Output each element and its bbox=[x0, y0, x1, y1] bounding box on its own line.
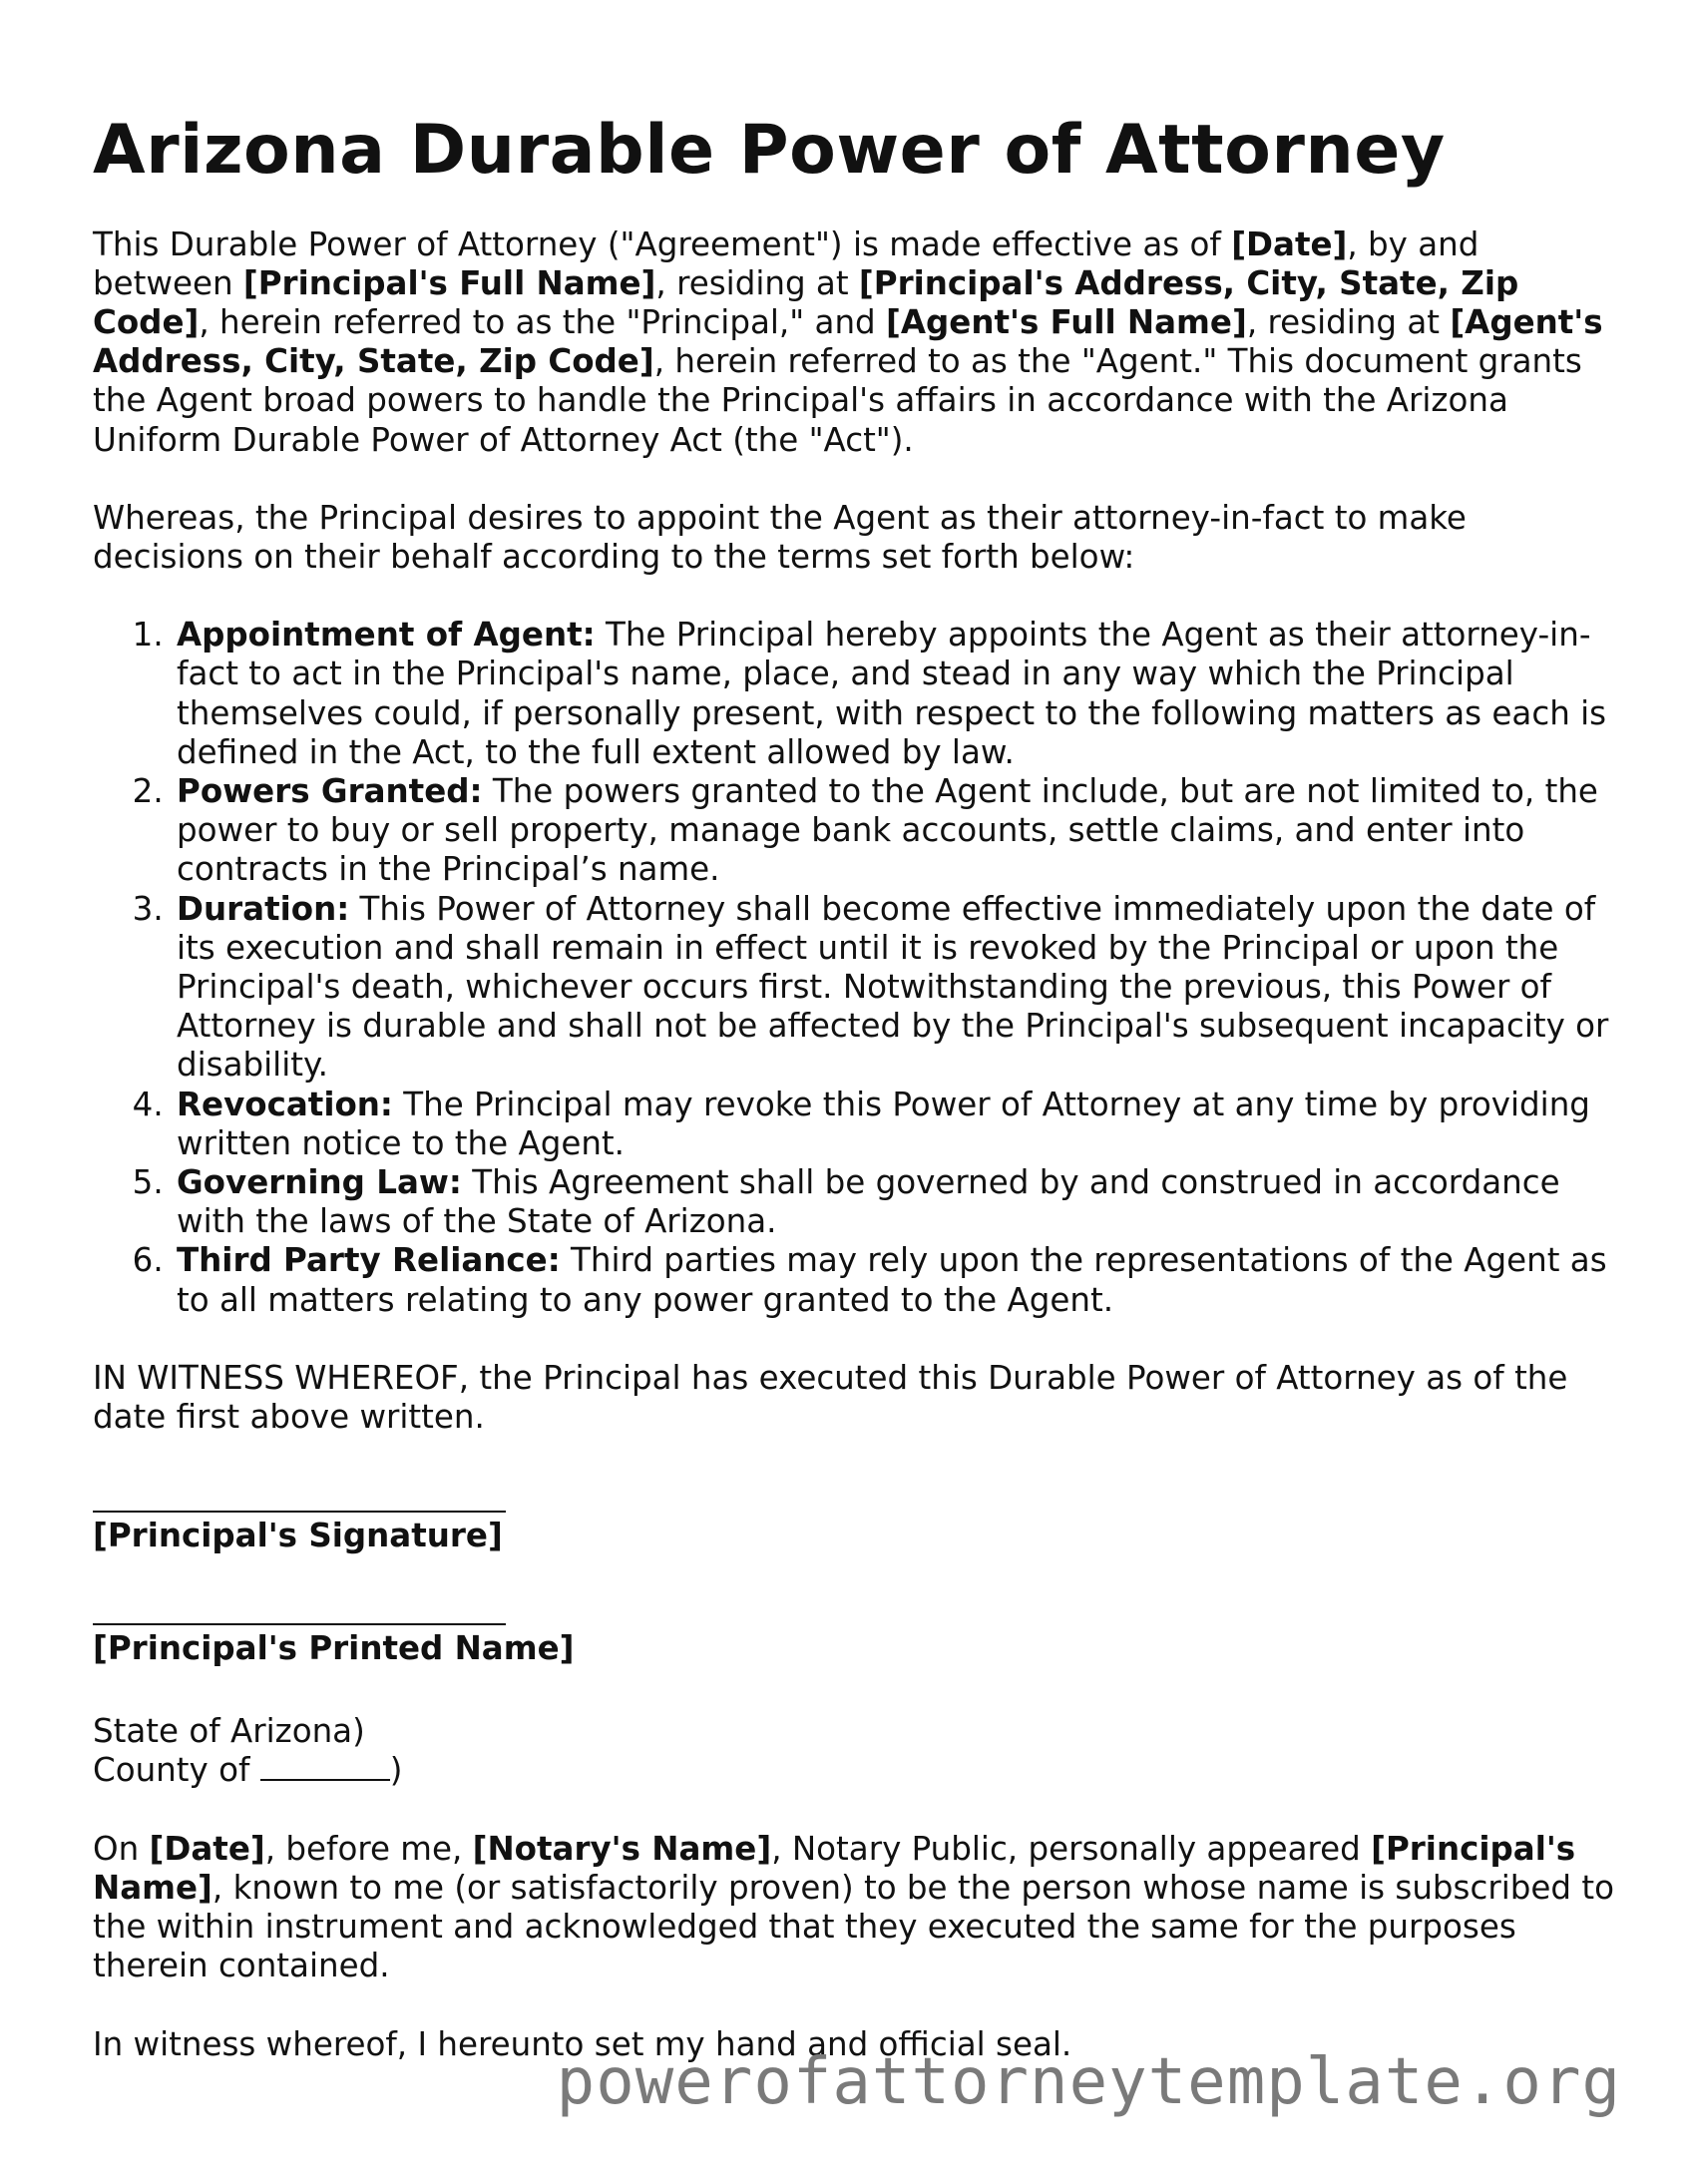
principal-printed-name-line bbox=[93, 1623, 506, 1625]
intro-paragraph bbox=[93, 225, 1619, 460]
intro-text-1: This Durable Power of Attorney ("Agreement") is made effective as of bbox=[93, 224, 1232, 263]
clause-text: The powers granted to the Agent include, but are not limited to, the power to buy or sell property, manage bank accounts, settle claims, and enter into contracts in the Principal’s name. bbox=[177, 772, 1598, 889]
document-title: Arizona Durable Power of Attorney bbox=[93, 111, 1446, 190]
venue-state: State of Arizona) bbox=[93, 1712, 365, 1751]
principal-signature-label: [Principal's Signature] bbox=[93, 1517, 503, 1555]
principal-address-placeholder: [Principal's Address, City, State, Zip Code] bbox=[93, 263, 1519, 341]
principal-signature-line bbox=[93, 1511, 506, 1513]
intro-text-4: , herein referred to as the "Principal," and bbox=[199, 303, 887, 341]
intro-text-5: , residing at bbox=[1246, 303, 1451, 341]
notary-text-1: On bbox=[93, 1829, 150, 1868]
notary-text-4: , known to me (or satisfactorily proven) to be the person whose name is subscribed to the within instrument and acknowledged that they executed the same for the purposes therein contained. bbox=[93, 1868, 1614, 1985]
clause-heading: Powers Granted: bbox=[177, 772, 483, 811]
clause-heading: Revocation: bbox=[177, 1085, 393, 1123]
effective-date-placeholder: [Date] bbox=[1231, 224, 1348, 263]
county-blank bbox=[260, 1753, 390, 1781]
site-watermark: powerofattorneytemplate.org bbox=[556, 2045, 1621, 2119]
agent-name-placeholder: [Agent's Full Name] bbox=[886, 303, 1247, 341]
clause-heading: Appointment of Agent: bbox=[177, 616, 596, 655]
clause-text: This Agreement shall be governed by and construed in accordance with the laws of the State of Arizona. bbox=[177, 1163, 1560, 1241]
clause-text: The Principal may revoke this Power of Attorney at any time by providing written notice to the Agent. bbox=[177, 1085, 1590, 1162]
document-page bbox=[93, 110, 1619, 2103]
agent-address-placeholder: [Agent's Address, City, State, Zip Code] bbox=[93, 303, 1603, 381]
clause-item bbox=[174, 1163, 1619, 1241]
notary-venue bbox=[93, 1712, 1619, 1790]
notary-name-placeholder: [Notary's Name] bbox=[472, 1829, 772, 1868]
clause-heading: Duration: bbox=[177, 889, 350, 928]
clause-text: This Power of Attorney shall become effective immediately upon the date of its execution and shall remain in effect until it is revoked by the Principal or upon the Principal's death, whichever occurs first. Notwithstanding the previous, this Power of Attorney is durable and shall not be affected by the Principal's subsequent incapacity or disability. bbox=[177, 889, 1609, 1085]
venue-county bbox=[93, 1751, 1619, 1790]
principal-name-placeholder: [Principal's Full Name] bbox=[242, 263, 656, 302]
clause-item bbox=[174, 890, 1619, 1086]
clause-item bbox=[174, 1086, 1619, 1163]
clauses-list bbox=[93, 616, 1619, 1320]
clause-text: The Principal hereby appoints the Agent as their attorney-in-fact to act in the Principal's name, place, and stead in any way which the Principal themselves could, if personally present, with respect to the following matters as each is defined in the Act, to the full extent allowed by law. bbox=[177, 616, 1607, 771]
witness-paragraph: IN WITNESS WHEREOF, the Principal has executed this Durable Power of Attorney as of the date first above written. bbox=[93, 1358, 1568, 1437]
clause-item bbox=[174, 616, 1619, 772]
principal-printed-name-label: [Principal's Printed Name] bbox=[93, 1629, 575, 1668]
intro-text-2: , by and between bbox=[93, 224, 1479, 302]
intro-text-6: , herein referred to as the "Agent." This document grants the Agent broad powers to handle the Principal's affairs in accordance with the Arizona Uniform Durable Power of Attorney Act (the "Act"). bbox=[93, 342, 1582, 459]
venue-county-suffix: ) bbox=[389, 1751, 403, 1790]
whereas-paragraph: Whereas, the Principal desires to appoint the Agent as their attorney-in-fact to make decisions on their behalf according to the terms set forth below: bbox=[93, 498, 1467, 577]
venue-county-prefix: County of bbox=[93, 1751, 260, 1790]
closing-paragraph: In witness whereof, I hereunto set my hand and official seal. bbox=[93, 2024, 1072, 2063]
clause-item bbox=[174, 1241, 1619, 1319]
clause-heading: Governing Law: bbox=[177, 1163, 462, 1202]
intro-text-3: , residing at bbox=[655, 263, 859, 302]
notary-principal-name-placeholder: [Principal's Name] bbox=[93, 1829, 1576, 1907]
notary-text-2: , before me, bbox=[264, 1829, 473, 1868]
principal-signature-block bbox=[93, 1511, 1619, 1668]
clause-text: Third parties may rely upon the representations of the Agent as to all matters relating to any power granted to the Agent. bbox=[177, 1241, 1607, 1319]
notary-text-3: , Notary Public, personally appeared bbox=[771, 1829, 1372, 1868]
notary-acknowledgment bbox=[93, 1830, 1619, 1986]
notary-date-placeholder: [Date] bbox=[149, 1829, 265, 1868]
clause-item bbox=[174, 772, 1619, 890]
clause-heading: Third Party Reliance: bbox=[177, 1241, 561, 1280]
